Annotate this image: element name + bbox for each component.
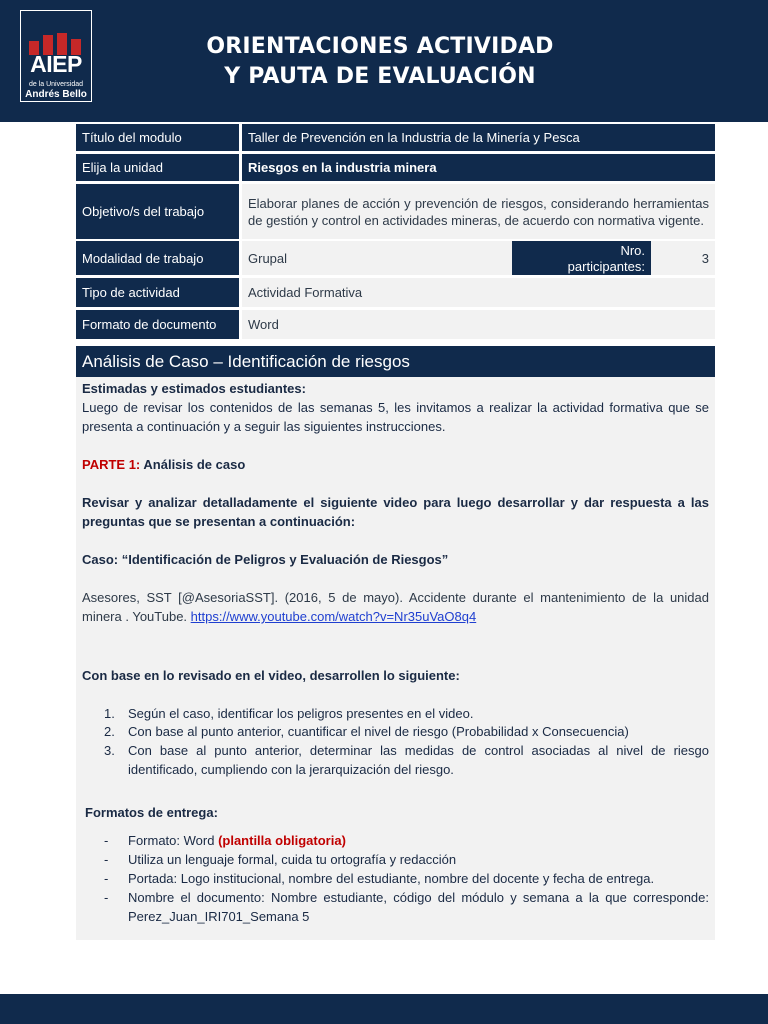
- participantes-label: [512, 241, 651, 275]
- page-title: [110, 32, 650, 92]
- row-modulo: [76, 124, 715, 151]
- formato-word-text: Formato: Word: [128, 833, 219, 848]
- caso-title: Caso: “Identificación de Peligros y Evaluación de Riesgos”: [82, 552, 449, 567]
- step-item-1: [104, 704, 709, 723]
- aiep-logo: [20, 10, 92, 102]
- bullet-item-nombre: [104, 888, 709, 926]
- bullet-text: Portada: Logo institucional, nombre del estudiante, nombre del docente y fecha de entrega.: [128, 871, 655, 886]
- step-item-3: [104, 741, 709, 779]
- formato-value: Word: [242, 310, 715, 339]
- step-number: 3.: [104, 743, 115, 758]
- logo-university: Andrés Bello: [25, 89, 87, 100]
- parte-label: PARTE 1:: [82, 457, 141, 472]
- tipo-value: Actividad Formativa: [242, 278, 715, 307]
- title-line-1: ORIENTACIONES ACTIVIDAD: [206, 34, 554, 59]
- modalidad-label: Modalidad de trabajo: [76, 241, 239, 275]
- base-text: Con base en lo revisado en el video, desarrollen lo siguiente:: [82, 668, 460, 683]
- bullet-item-portada: [104, 869, 709, 888]
- logo-subtitle: de la Universidad: [28, 81, 84, 88]
- nro-label-line-2: participantes:: [567, 259, 645, 274]
- row-objetivo: [76, 184, 715, 239]
- parte-title: Análisis de caso: [140, 457, 246, 472]
- page-header: [0, 0, 768, 122]
- bullet-dash: -: [104, 890, 109, 905]
- nro-label-line-1: Nro.: [620, 243, 645, 258]
- bullet-item-formato: [104, 831, 709, 850]
- bullet-dash: -: [104, 852, 109, 867]
- modalidad-value: Grupal: [242, 241, 715, 275]
- bullet-text: Nombre el documento: Nombre estudiante, código del módulo y semana a la que corresponde: Perez_Juan_IRI701_Semana 5: [128, 890, 709, 924]
- participantes-value: 3: [656, 241, 715, 275]
- plantilla-obligatoria: (plantilla obligatoria): [218, 833, 346, 848]
- bullet-dash: -: [104, 833, 109, 848]
- step-text: Con base al punto anterior, cuantificar el nivel de riesgo (Probabilidad x Consecuencia): [128, 724, 629, 739]
- section-title: Análisis de Caso – Identificación de riesgos: [76, 346, 715, 377]
- title-line-2: Y PAUTA DE EVALUACIÓN: [224, 64, 536, 89]
- step-number: 1.: [104, 706, 115, 721]
- bullet-item-lenguaje: [104, 850, 709, 869]
- formatos-title: Formatos de entrega:: [85, 805, 218, 820]
- bullet-text: Utiliza un lenguaje formal, cuida tu ortografía y redacción: [128, 852, 457, 867]
- bullet-dash: -: [104, 871, 109, 886]
- row-tipo: [76, 278, 715, 307]
- row-formato: [76, 310, 715, 339]
- video-link[interactable]: https://www.youtube.com/watch?v=Nr35uVaO8q4: [190, 609, 477, 624]
- intro-text: Luego de revisar los contenidos de las semanas 5, les invitamos a realizar la actividad formativa que se presenta a continuación y a seguir las siguientes instrucciones.: [82, 400, 709, 434]
- row-modalidad: [76, 241, 715, 275]
- step-text: Según el caso, identificar los peligros presentes en el video.: [128, 706, 474, 721]
- formato-label: Formato de documento: [76, 310, 239, 339]
- objetivo-label: Objetivo/s del trabajo: [76, 184, 239, 239]
- video-reference: [82, 588, 709, 626]
- step-item-2: [104, 722, 709, 741]
- modulo-value: Taller de Prevención en la Industria de la Minería y Pesca: [242, 124, 715, 151]
- step-number: 2.: [104, 724, 115, 739]
- row-unidad: [76, 154, 715, 181]
- unidad-label: Elija la unidad: [76, 154, 239, 181]
- reference-text: Asesores, SST [@AsesoriaSST]. (2016, 5 de mayo). Accidente durante el mantenimiento de la unidad minera . YouTube.: [82, 590, 709, 624]
- tipo-label: Tipo de actividad: [76, 278, 239, 307]
- greeting: Estimadas y estimados estudiantes:: [82, 381, 306, 396]
- instruction-text: Revisar y analizar detalladamente el siguiente video para luego desarrollar y dar respuesta a las preguntas que se presentan a continuación:: [82, 495, 709, 529]
- step-text: Con base al punto anterior, determinar las medidas de control asociadas al nivel de riesgo identificado, cumpliendo con la jerarquización del riesgo.: [128, 743, 709, 777]
- parte-1-heading: [82, 455, 709, 474]
- unidad-value: Riesgos en la industria minera: [242, 154, 715, 181]
- instructions-body: [76, 377, 715, 940]
- logo-name: AIEP: [30, 51, 82, 77]
- modulo-label: Título del modulo: [76, 124, 239, 151]
- objetivo-value: Elaborar planes de acción y prevención de riesgos, considerando herramientas de gestión y control en actividades mineras, de acuerdo con normativa vigente.: [242, 184, 715, 239]
- page-footer: [0, 994, 768, 1024]
